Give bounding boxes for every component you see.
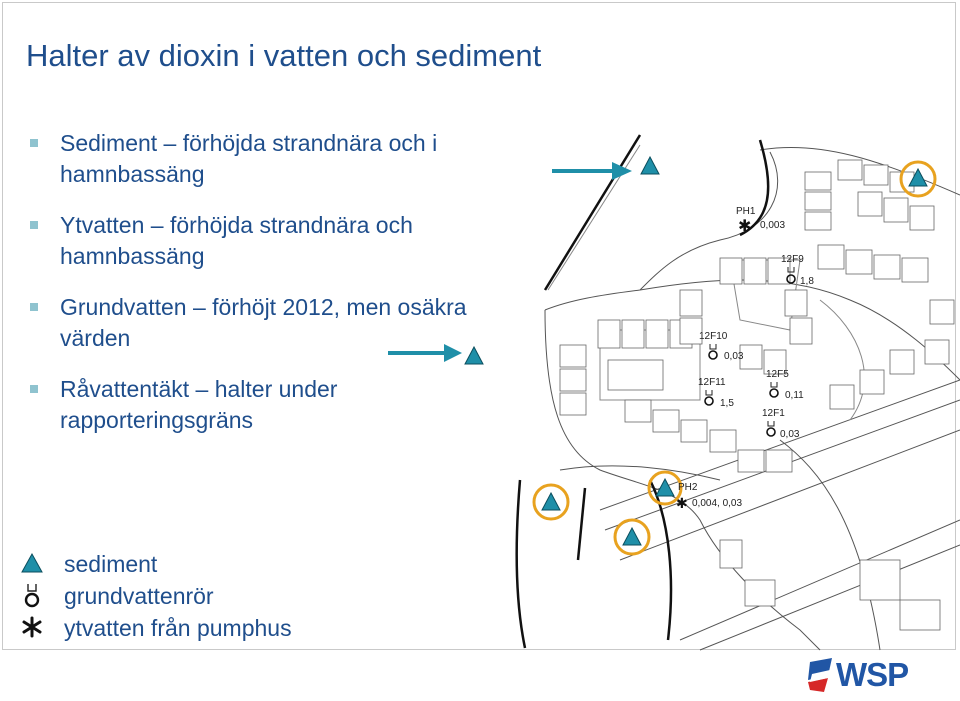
station-id: PH1	[736, 206, 756, 217]
station-id: 12F5	[766, 369, 789, 380]
wsp-logo-text: WSP	[836, 656, 909, 693]
station-value: 1,8	[800, 276, 814, 287]
triangle-icon	[656, 479, 674, 496]
station-id: PH2	[678, 482, 698, 493]
asterisk-icon: ✱	[738, 216, 752, 235]
station-value: 0,003	[760, 220, 786, 231]
bullet-text: Ytvatten – förhöjda strandnära och hamnbassäng	[60, 212, 413, 269]
building-footprints	[560, 160, 954, 630]
well-icon	[768, 421, 774, 426]
asterisk-icon	[18, 614, 46, 646]
wsp-logo-mark-icon	[808, 654, 838, 694]
station-value: 0,11	[785, 390, 804, 401]
station-12f1	[762, 408, 800, 440]
bullet-text: Grundvatten – förhöjt 2012, men osäkra värden	[60, 294, 467, 351]
station-id: 12F11	[698, 377, 726, 388]
triangle-icon	[542, 493, 560, 510]
water-outline	[517, 135, 768, 648]
station-id: 12F1	[762, 408, 785, 419]
well-icon	[706, 390, 712, 395]
station-id: 12F10	[699, 331, 728, 342]
well-icon	[18, 582, 46, 614]
station-value: 1,5	[720, 398, 734, 409]
legend-label: sediment	[64, 551, 158, 577]
well-icon	[710, 344, 716, 349]
station-value: 0,03	[724, 351, 744, 362]
station-value: 0,004, 0,03	[692, 498, 743, 509]
station-12f11	[698, 377, 734, 409]
station-12f5	[766, 369, 804, 401]
triangle-icon	[641, 157, 659, 174]
legend-label: grundvattenrör	[64, 583, 214, 609]
legend-item-ytvatten	[18, 614, 358, 646]
station-12f10	[699, 331, 744, 362]
station-id: 12F9	[781, 254, 804, 265]
triangle-icon	[465, 347, 483, 364]
well-icon	[771, 382, 777, 387]
asterisk-icon: ✱	[676, 496, 688, 512]
station-ph1	[736, 206, 785, 235]
legend-label: ytvatten från pumphus	[64, 615, 292, 641]
station-value: 0,03	[780, 429, 800, 440]
legend-item-grundvattenror	[18, 582, 358, 614]
slide-title: Halter av dioxin i vatten och sediment	[26, 38, 542, 73]
bullet-text: Sediment – förhöjda strandnära och i hamnbassäng	[60, 130, 438, 187]
station-ph2	[676, 482, 742, 512]
wsp-logo	[808, 652, 928, 696]
triangle-icon	[623, 528, 641, 545]
triangle-icon	[18, 550, 46, 582]
arrow-middle	[388, 344, 462, 362]
bullet-text: Råvattentäkt – halter under rapporteringsgräns	[60, 376, 338, 433]
legend-item-sediment	[18, 550, 358, 582]
